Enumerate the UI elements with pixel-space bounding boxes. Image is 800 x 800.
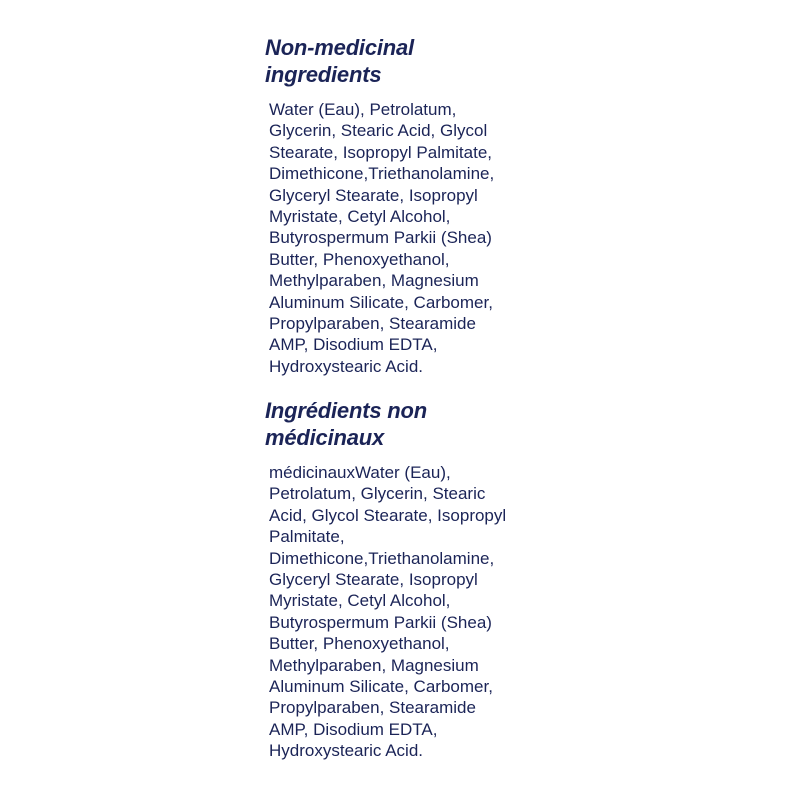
ingredient-line: AMP, Disodium EDTA, [269, 335, 438, 355]
title-line: Non-medicinal [265, 35, 414, 60]
ingredient-list-english [269, 99, 569, 377]
ingredient-line: Methylparaben, Magnesium [269, 655, 479, 675]
ingredient-line: Hydroxystearic Acid. [269, 741, 423, 761]
ingredient-line: Myristate, Cetyl Alcohol, [269, 207, 451, 227]
ingredient-line: Butyrospermum Parkii (Shea) [269, 228, 492, 248]
ingredient-line: Hydroxystearic Acid. [269, 356, 423, 376]
ingredient-line: Stearate, Isopropyl Palmitate, [269, 142, 493, 162]
ingredient-line: Glyceryl Stearate, Isopropyl [269, 185, 478, 205]
ingredient-line: Butter, Phenoxyethanol, [269, 249, 450, 269]
ingredient-line: Propylparaben, Stearamide [269, 314, 476, 334]
ingredient-line: Dimethicone,Triethanolamine, [269, 548, 495, 568]
ingredient-line: Butyrospermum Parkii (Shea) [269, 612, 492, 632]
ingredient-line: Butter, Phenoxyethanol, [269, 634, 450, 654]
title-line: ingredients [265, 62, 382, 87]
ingredient-line: Acid, Glycol Stearate, Isopropyl [269, 505, 507, 525]
ingredient-line: AMP, Disodium EDTA, [269, 719, 438, 739]
title-line: Ingrédients non [265, 398, 428, 423]
ingredient-line: Glycerin, Stearic Acid, Glycol [269, 121, 488, 141]
ingredient-line: Aluminum Silicate, Carbomer, [269, 677, 493, 697]
ingredient-line: Propylparaben, Stearamide [269, 698, 476, 718]
ingredient-line: Palmitate, [269, 527, 345, 547]
title-line: médicinaux [265, 425, 385, 450]
ingredient-line: Dimethicone,Triethanolamine, [269, 164, 495, 184]
ingredient-line: Water (Eau), Petrolatum, [269, 100, 457, 119]
section-title-ingredients-non-medicinaux [265, 397, 427, 451]
ingredient-line: Glyceryl Stearate, Isopropyl [269, 570, 478, 590]
ingredient-line: médicinauxWater (Eau), [269, 463, 451, 482]
ingredient-line: Myristate, Cetyl Alcohol, [269, 591, 451, 611]
ingredient-line: Aluminum Silicate, Carbomer, [269, 292, 493, 312]
section-title-non-medicinal-ingredients [265, 34, 414, 88]
ingredient-line: Petrolatum, Glycerin, Stearic [269, 484, 486, 504]
ingredient-line: Methylparaben, Magnesium [269, 271, 479, 291]
ingredient-list-french [269, 462, 569, 762]
